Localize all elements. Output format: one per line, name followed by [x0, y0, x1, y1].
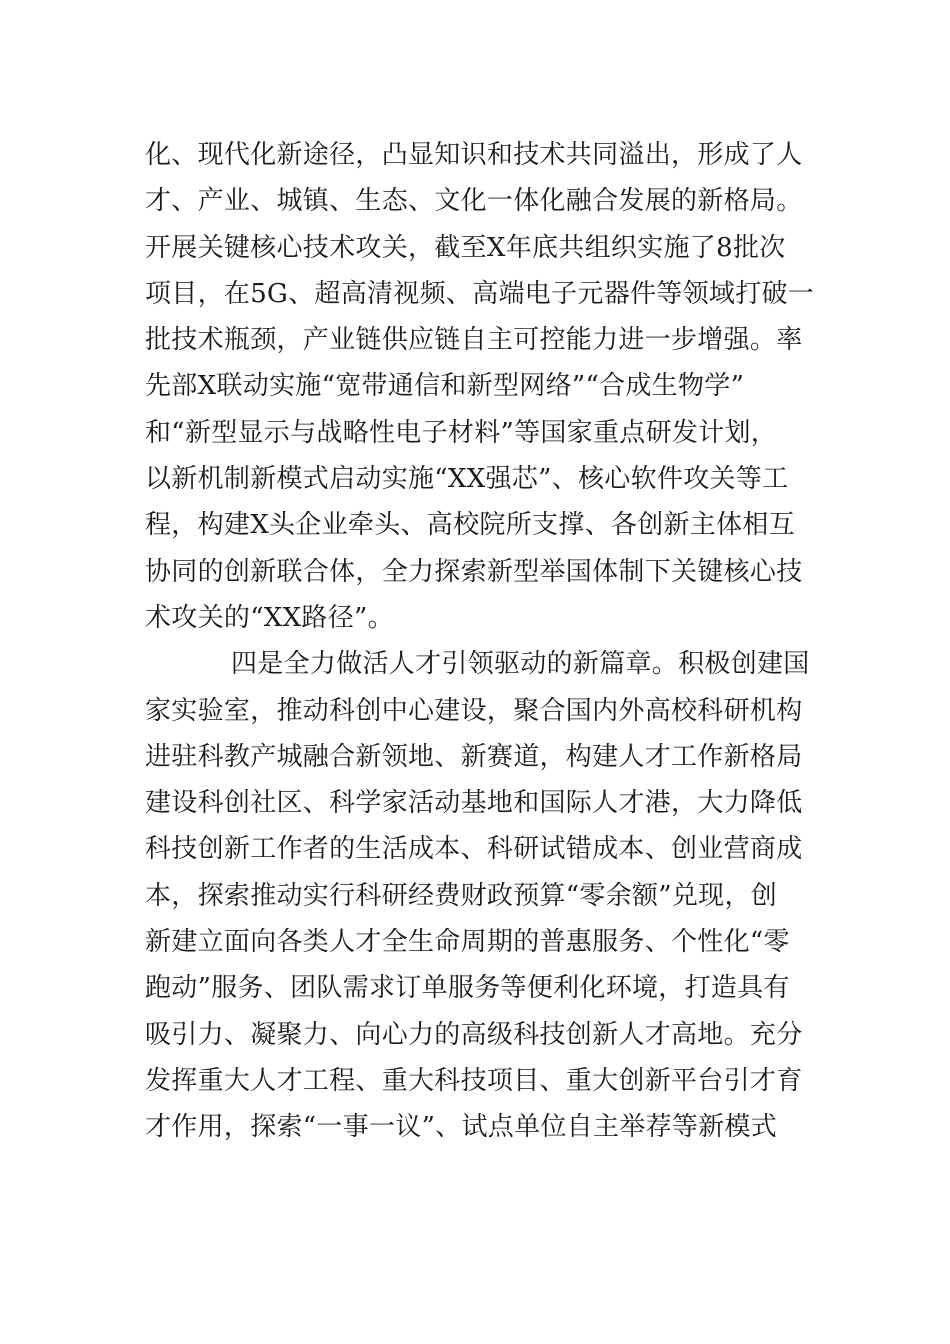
text-line: 本，探索推动实行科研经费财政预算“零余额”兑现，创 [145, 880, 778, 911]
text-line: 四是全力做活人才引领驱动的新篇章。积极创建国 [231, 649, 810, 680]
text-line: 发挥重大人才工程、重大科技项目、重大创新平台引才育 [145, 1065, 803, 1096]
paragraph [145, 132, 815, 641]
text-line: 化、现代化新途径，凸显知识和技术共同溢出，形成了人 [145, 140, 803, 170]
text-line: 和“新型显示与战略性电子材料”等国家重点研发计划， [145, 417, 778, 448]
text-line: 建设科创社区、科学家活动基地和国际人才港，大力降低 [145, 788, 803, 819]
text-line: 先部X联动实施“宽带通信和新型网络”“合成生物学” [145, 371, 745, 402]
text-line: 科技创新工作者的生活成本、科研试错成本、创业营商成 [145, 834, 803, 865]
text-line: 开展关键核心技术攻关，截至X年底共组织实施了8批次 [145, 232, 786, 263]
text-line: 跑动”服务、团队需求订单服务等便利化环境，打造具有 [145, 973, 790, 1004]
text-line: 程，构建X头企业牵头、高校院所支撑、各创新主体相互 [145, 510, 796, 541]
text-line: 批技术瓶颈，产业链供应链自主可控能力进一步增强。率 [145, 325, 803, 356]
text-line: 术攻关的“XX路径”。 [145, 602, 394, 633]
text-line: 以新机制新模式启动实施“XX强芯”、核心软件攻关等工 [145, 464, 789, 495]
text-line: 才、产业、城镇、生态、文化一体化融合发展的新格局。 [145, 186, 803, 217]
paragraph [145, 641, 815, 1150]
text-line: 吸引力、凝聚力、向心力的高级科技创新人才高地。充分 [145, 1019, 803, 1050]
text-line: 家实验室，推动科创中心建设，聚合国内外高校科研机构 [145, 695, 803, 726]
text-line: 项目，在5G、超高清视频、高端电子元器件等领域打破一 [145, 278, 815, 309]
text-line: 新建立面向各类人才全生命周期的普惠服务、个性化“零 [145, 927, 790, 958]
text-line: 才作用，探索“一事一议”、试点单位自主举荐等新模式 [145, 1112, 778, 1143]
text-line: 协同的创新联合体，全力探索新型举国体制下关键核心技 [145, 556, 803, 587]
body-text [145, 132, 815, 1151]
text-line: 进驻科教产城融合新领地、新赛道，构建人才工作新格局 [145, 741, 803, 772]
